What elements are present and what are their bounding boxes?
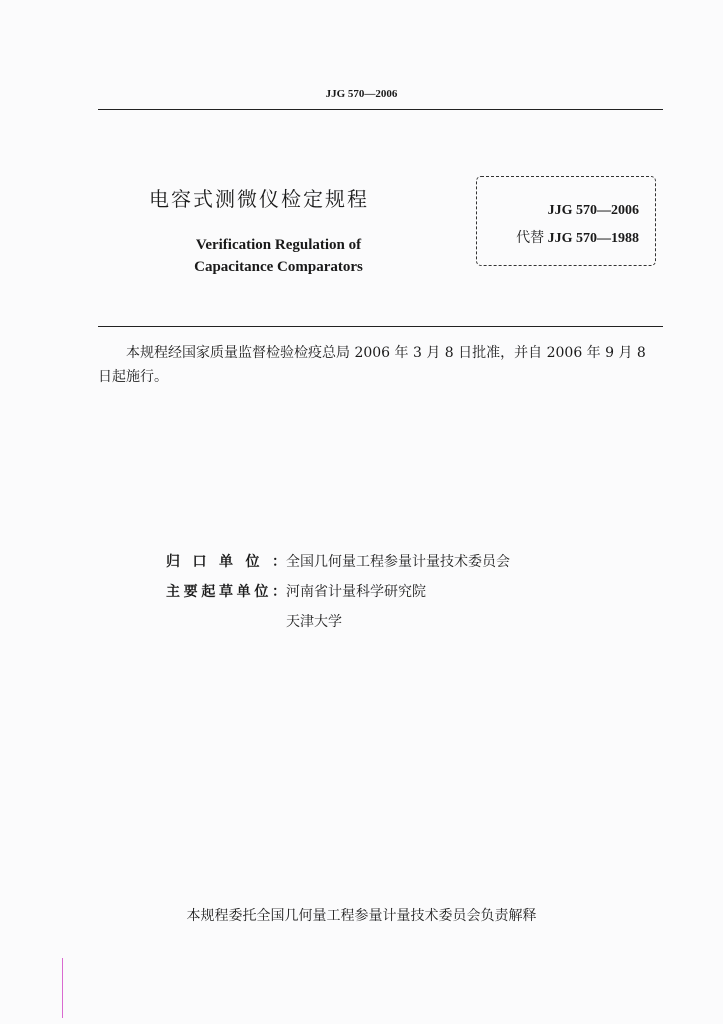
top-divider [98,109,663,110]
drafting-unit-row-2 [166,606,510,636]
replaces-line [516,227,639,247]
replaces-code: JJG 570—1988 [547,231,639,246]
title-english-line-2: Capacitance Comparators [194,259,363,275]
approval-paragraph: 本规程经国家质量监督检验检疫总局 2006 年 3 月 8 日批准，并自 2006 年 9 月 8 日起施行。 [98,345,646,385]
drafting-unit-row [166,576,510,606]
title-english-line-1: Verification Regulation of [195,237,362,253]
responsible-unit-row [166,546,510,576]
drafting-unit-value-1: 河南省计量科学研究院 [286,584,426,600]
drafting-unit-value-2: 天津大学 [286,614,342,630]
responsible-unit-label: 归口单位： [166,554,286,570]
current-code: JJG 570—2006 [547,203,639,218]
units-block [166,546,510,636]
replaces-label: 代替 [516,230,545,246]
margin-mark [62,958,63,1018]
title-chinese: 电容式测微仪检定规程 [149,187,369,211]
header-code: JJG 570—2006 [325,88,398,100]
drafting-unit-label: 主要起草单位： [166,584,286,600]
footer-note: 本规程委托全国几何量工程参量计量技术委员会负责解释 [186,908,537,924]
middle-divider [98,326,663,327]
responsible-unit-value: 全国几何量工程参量计量技术委员会 [286,554,510,570]
title-english [150,234,407,278]
standard-code-box [476,176,656,266]
